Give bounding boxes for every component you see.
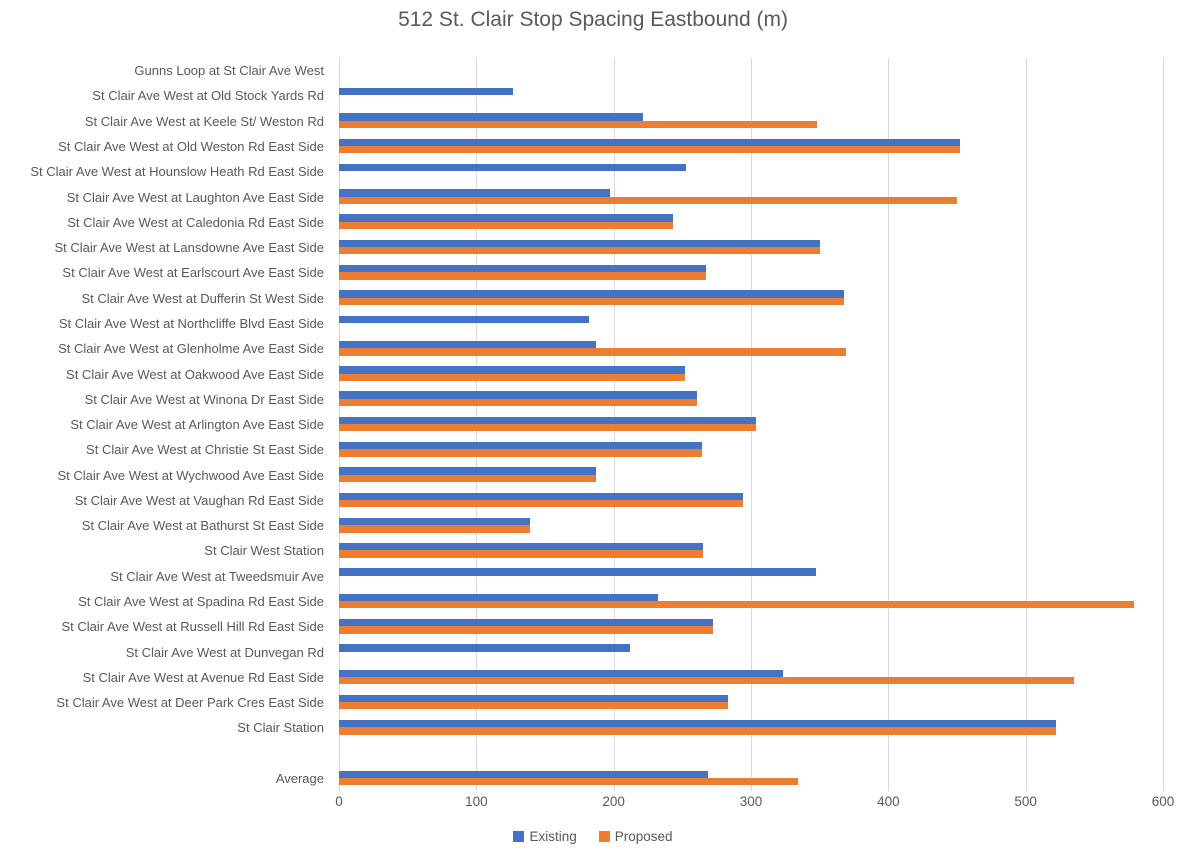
category-label: St Clair Station <box>237 720 324 736</box>
legend-label: Proposed <box>614 829 673 844</box>
bar-row <box>339 715 1163 740</box>
bar-row <box>339 538 1163 563</box>
bar-proposed <box>339 121 817 128</box>
bar-row <box>339 513 1163 538</box>
bar-row <box>339 564 1163 589</box>
bar-proposed <box>339 222 673 229</box>
category-label: Average <box>275 771 324 787</box>
bar-proposed <box>339 348 846 355</box>
category-axis <box>0 58 324 791</box>
bar-existing <box>339 265 706 272</box>
bar-existing <box>339 290 844 297</box>
category-label: St Clair Ave West at Winona Dr East Side <box>84 391 324 407</box>
category-label: St Clair Ave West at Old Weston Rd East Side <box>58 138 324 154</box>
category-label: St Clair Ave West at Avenue Rd East Side <box>82 669 324 685</box>
bar-proposed <box>339 197 957 204</box>
category-label: St Clair Ave West at Dufferin St West Side <box>81 290 324 306</box>
bar-existing <box>339 568 816 575</box>
category-label: St Clair Ave West at Old Stock Yards Rd <box>92 88 324 104</box>
bar-proposed <box>339 702 728 709</box>
bar-row <box>339 361 1163 386</box>
bar-row <box>339 235 1163 260</box>
bar-row <box>339 311 1163 336</box>
bar-proposed <box>339 677 1074 684</box>
bar-existing <box>339 695 728 702</box>
bar-row <box>339 412 1163 437</box>
bar-proposed <box>339 449 702 456</box>
bar-existing <box>339 720 1056 727</box>
bar-row <box>339 665 1163 690</box>
x-tick-label: 300 <box>739 794 763 809</box>
bar-existing <box>339 594 658 601</box>
legend-swatch-icon <box>513 831 524 842</box>
bar-existing <box>339 442 702 449</box>
bar-row <box>339 437 1163 462</box>
bar-existing <box>339 240 820 247</box>
bar-row <box>339 690 1163 715</box>
category-label <box>0 741 324 766</box>
category-label: St Clair Ave West at Oakwood Ave East Side <box>66 366 324 382</box>
category-label: St Clair Ave West at Arlington Ave East Side <box>70 417 324 433</box>
bar-proposed <box>339 298 844 305</box>
bar-row <box>339 387 1163 412</box>
bar-proposed <box>339 475 596 482</box>
bar-row <box>339 766 1163 791</box>
category-label: St Clair Ave West at Dunvegan Rd <box>125 644 324 660</box>
bar-existing <box>339 366 685 373</box>
legend-swatch-icon <box>599 831 610 842</box>
category-label: St Clair Ave West at Tweedsmuir Ave <box>110 568 324 584</box>
bar-existing <box>339 543 703 550</box>
x-axis-ticks <box>335 794 1175 812</box>
chart-title: 512 St. Clair Stop Spacing Eastbound (m) <box>398 8 788 31</box>
bar-proposed <box>339 601 1134 608</box>
bar-proposed <box>339 424 756 431</box>
bar-row <box>339 639 1163 664</box>
bar-existing <box>339 670 783 677</box>
category-label: St Clair Ave West at Vaughan Rd East Side <box>74 492 324 508</box>
bar-row <box>339 488 1163 513</box>
bar-row <box>339 589 1163 614</box>
bar-row <box>339 210 1163 235</box>
category-label: St Clair Ave West at Bathurst St East Side <box>81 518 324 534</box>
legend <box>0 829 1186 844</box>
category-label: St Clair Ave West at Northcliffe Blvd East Side <box>58 315 324 331</box>
bar-existing <box>339 619 713 626</box>
legend-item-existing <box>513 829 576 844</box>
bar-row <box>339 463 1163 488</box>
bar-row <box>339 134 1163 159</box>
category-label: St Clair Ave West at Deer Park Cres East Side <box>56 695 324 711</box>
bar-row <box>339 184 1163 209</box>
bar-proposed <box>339 525 530 532</box>
x-tick-label: 200 <box>602 794 625 809</box>
x-tick-label: 400 <box>877 794 900 809</box>
gridline-600 <box>1163 58 1164 791</box>
x-tick-label: 600 <box>1151 794 1175 809</box>
bar-row <box>339 741 1163 766</box>
bar-proposed <box>339 247 820 254</box>
bar-existing <box>339 113 643 120</box>
bar-proposed <box>339 272 706 279</box>
x-tick-label: 0 <box>335 794 343 809</box>
bar-existing <box>339 214 673 221</box>
category-label: St Clair Ave West at Wychwood Ave East Side <box>57 467 324 483</box>
legend-item-proposed <box>599 829 673 844</box>
category-label: St Clair Ave West at Spadina Rd East Side <box>78 594 324 610</box>
bar-existing <box>339 189 610 196</box>
bar-existing <box>339 88 513 95</box>
bar-row <box>339 109 1163 134</box>
legend-label: Existing <box>529 829 577 844</box>
category-label: St Clair Ave West at Caledonia Rd East Side <box>67 214 324 230</box>
bar-existing <box>339 164 686 171</box>
bar-row <box>339 336 1163 361</box>
bar-existing <box>339 644 630 651</box>
category-label: St Clair Ave West at Laughton Ave East Side <box>66 189 324 205</box>
category-label: St Clair West Station <box>204 543 324 559</box>
bar-proposed <box>339 500 743 507</box>
bar-proposed <box>339 778 798 785</box>
category-label: St Clair Ave West at Lansdowne Ave East Side <box>54 240 324 256</box>
category-label: Gunns Loop at St Clair Ave West <box>134 63 324 79</box>
bar-proposed <box>339 146 960 153</box>
bar-existing <box>339 341 596 348</box>
plot-area <box>339 58 1163 791</box>
bar-existing <box>339 518 530 525</box>
bar-row <box>339 286 1163 311</box>
bar-existing <box>339 417 756 424</box>
category-label: St Clair Ave West at Earlscourt Ave East Side <box>62 265 324 281</box>
bar-proposed <box>339 399 697 406</box>
category-label: St Clair Ave West at Hounslow Heath Rd East Side <box>30 164 324 180</box>
bar-proposed <box>339 626 713 633</box>
bar-proposed <box>339 550 703 557</box>
bar-existing <box>339 771 708 778</box>
bar-row <box>339 83 1163 108</box>
category-label: St Clair Ave West at Keele St/ Weston Rd <box>84 113 324 129</box>
bar-proposed <box>339 374 685 381</box>
bar-existing <box>339 467 596 474</box>
x-tick-label: 100 <box>465 794 488 809</box>
category-label: St Clair Ave West at Russell Hill Rd East Side <box>61 619 324 635</box>
category-label: St Clair Ave West at Glenholme Ave East Side <box>58 341 324 357</box>
category-label: St Clair Ave West at Christie St East Side <box>86 442 324 458</box>
bar-row <box>339 58 1163 83</box>
bar-existing <box>339 493 743 500</box>
bar-rows <box>339 58 1163 791</box>
x-tick-label: 500 <box>1014 794 1037 809</box>
bar-existing <box>339 391 697 398</box>
bar-row <box>339 614 1163 639</box>
bar-existing <box>339 139 960 146</box>
bar-proposed <box>339 727 1056 734</box>
bar-existing <box>339 316 589 323</box>
bar-row <box>339 260 1163 285</box>
bar-row <box>339 159 1163 184</box>
